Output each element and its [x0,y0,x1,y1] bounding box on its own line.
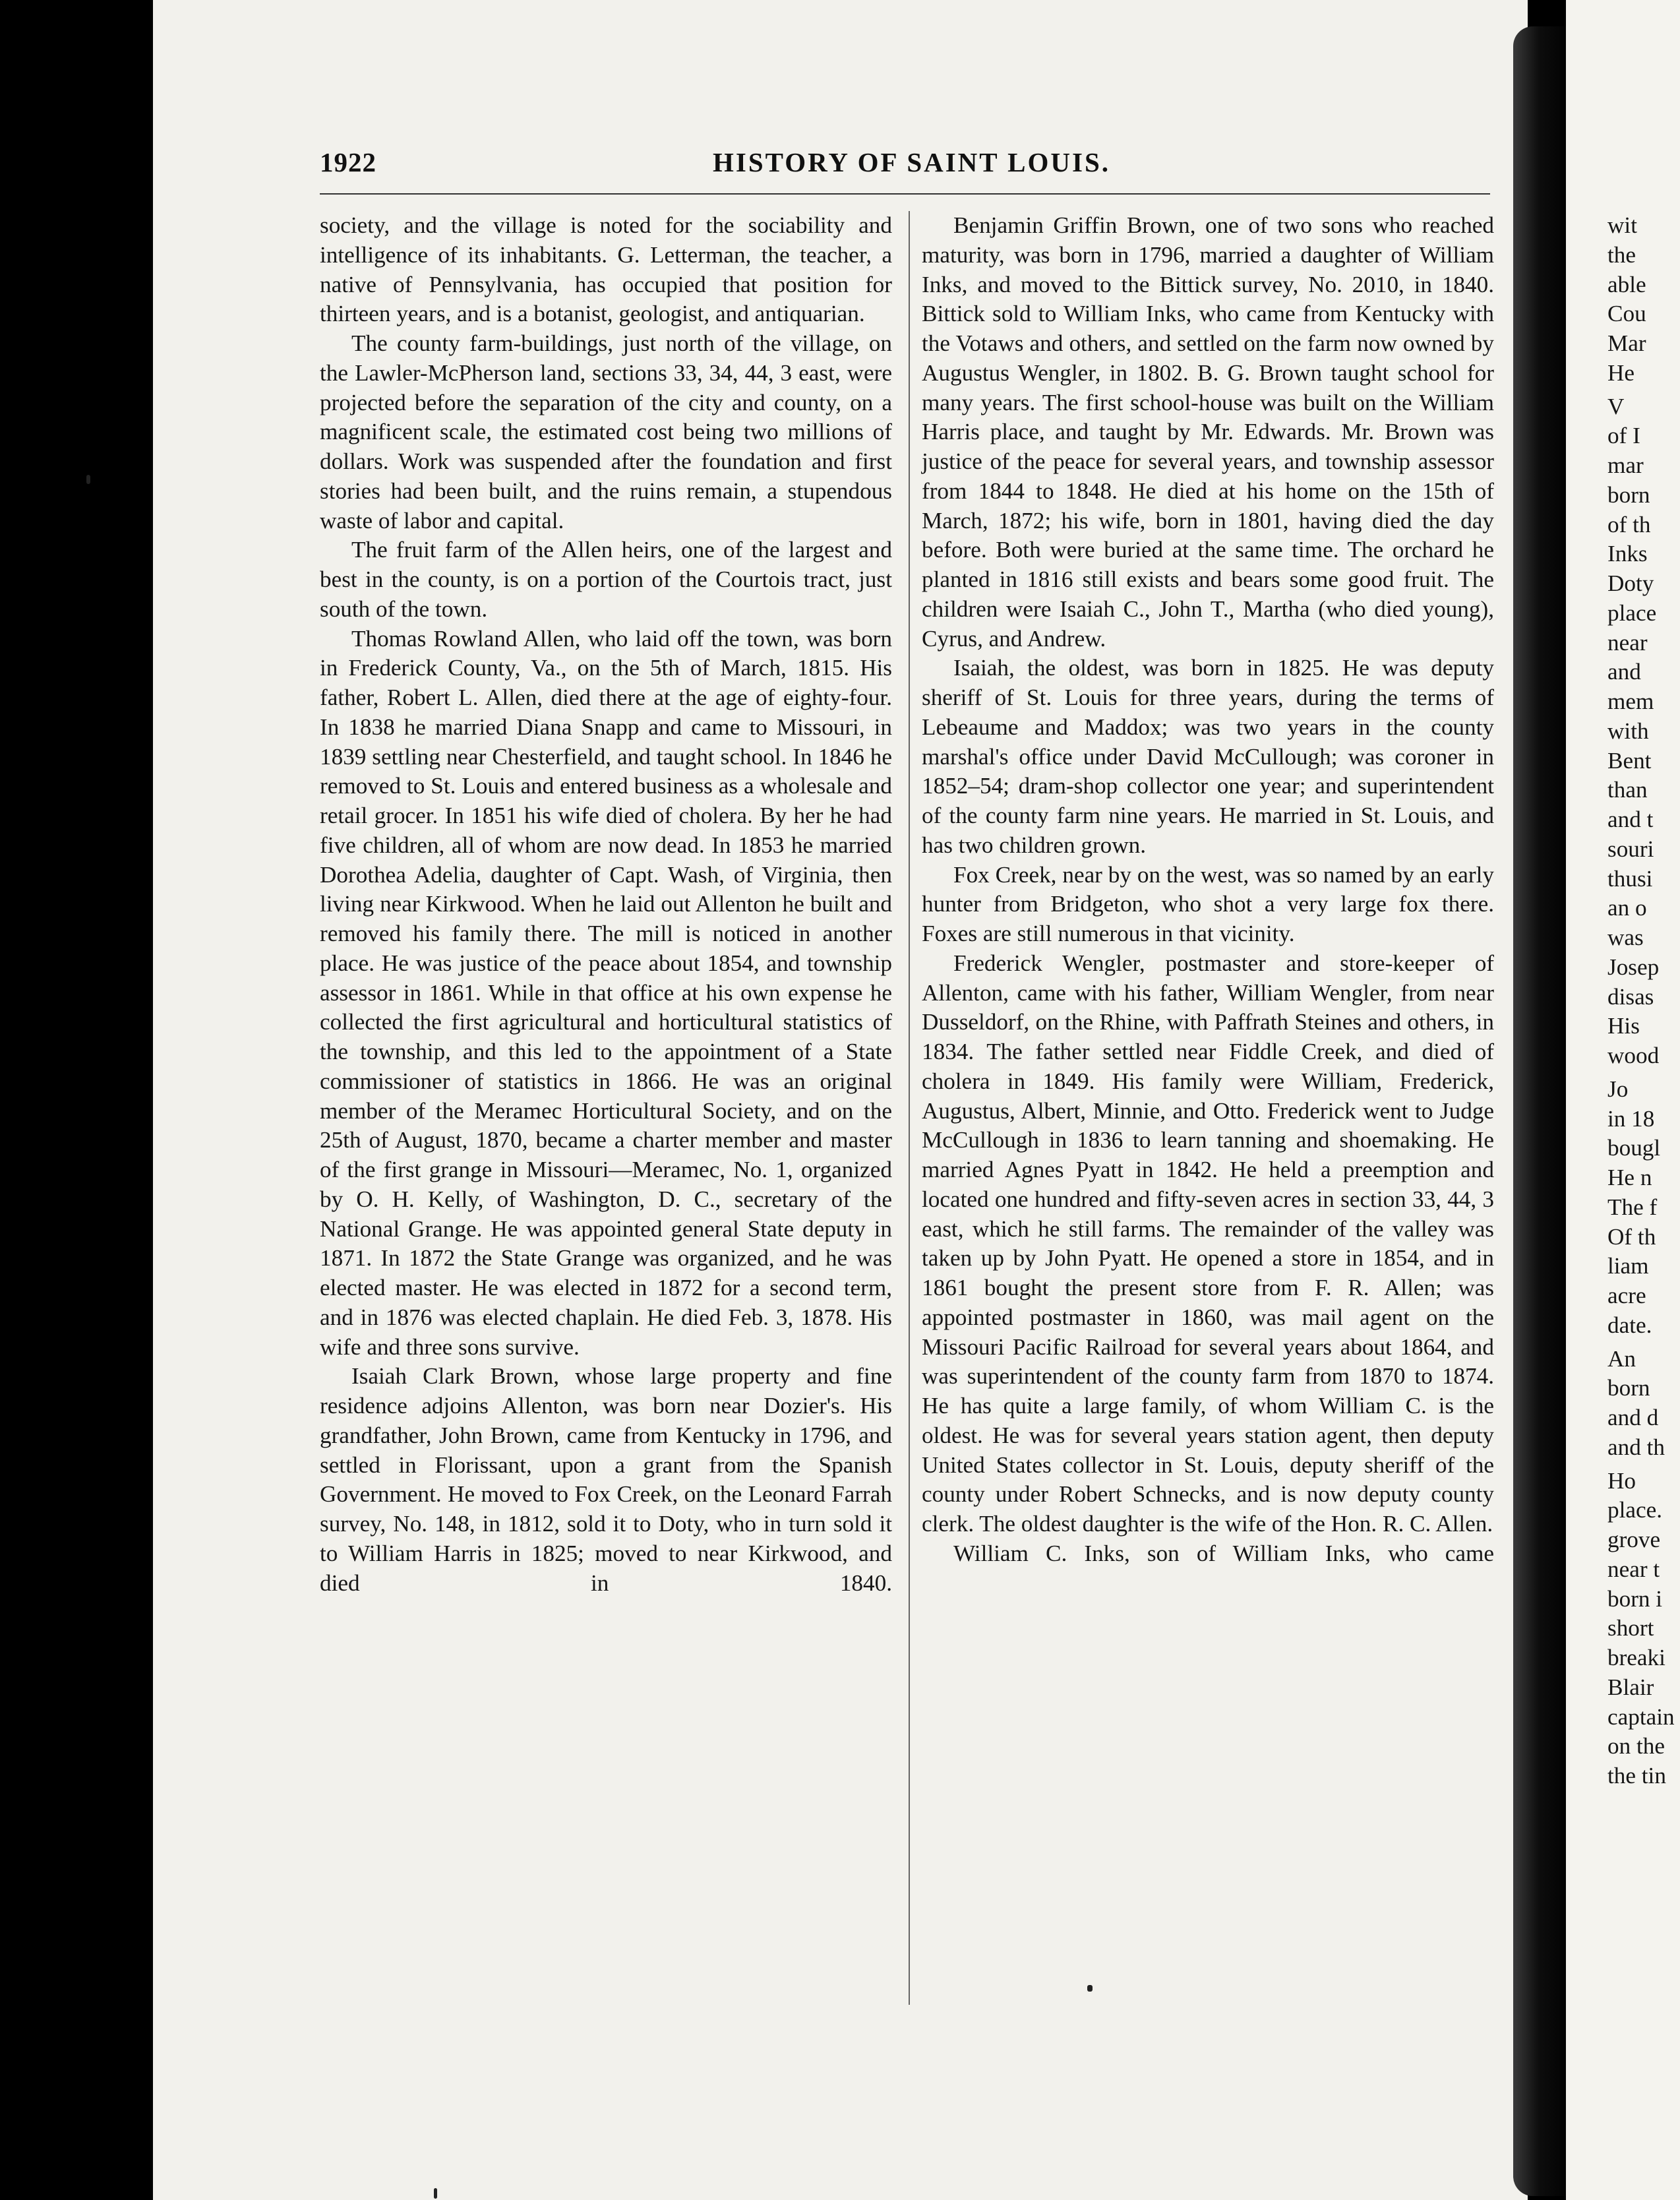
facing-page-fragment: The f [1607,1194,1658,1220]
facing-page-fragment: place. [1607,1497,1663,1523]
paragraph: Frederick Wengler, postmaster and store-keeper of Allenton, came with his father, William Wengler, from near Dusseldorf, on the Rhine, with Paffrath Steines and others, in 1834. The father settled near Fiddle Creek, and died of cholera in 1849. His family were William, Frederick, Augustus, Albert, Minnie, and Otto. Frederick went to Judge McCullough in 1836 to learn tanning and shoemaking. He married Agnes Pyatt in 1842. He held a preemption and located one hundred and fifty-seven acres in section 33, 44, 3 east, which he still farms. The remainder of the valley was taken up by John Pyatt. He opened a store in 1854, and in 1861 bought the present store from F. R. Allen; was appointed postmaster in 1860, was mail agent on the Missouri Pacific Railroad for several years about 1864, and was superintendent of the county farm from 1870 to 1874. He has quite a large family, of whom William C. is the oldest. He was for several years station agent, then deputy United States collector in St. Louis, deputy sheriff of the county under Robert Schnecks, and is now deputy county clerk. The oldest daughter is the wife of the Hon. R. C. Allen. [922,950,1494,1537]
facing-page-fragment: Of th [1607,1223,1656,1250]
left-column [320,211,892,1598]
paragraph: The county farm-buildings, just north of the village, on the Lawler-McPherson land, sections 33, 34, 44, 3 east, were projected before the separation of the city and county, on a magnificent scale, the estimated cost being two millions of dollars. Work was suspended after the foundation and first stories had been built, and the ruins remain, a stupendous waste of labor and capital. [320,330,892,534]
facing-page-fragment: Blair [1607,1674,1654,1700]
facing-page-fragment: and th [1607,1434,1665,1460]
facing-page-fragment: V [1607,393,1625,419]
paragraph: The fruit farm of the Allen heirs, one of the largest and best in the county, is on a portion of the Courtois tract, just south of the town. [320,537,892,622]
facing-page-fragment: breaki [1607,1645,1665,1670]
paragraph: Isaiah Clark Brown, whose large property and fine residence adjoins Allenton, was born near Dozier's. His grandfather, John Brown, came from Kentucky in 1796, and settled in Florissant, upon a grant from the Spanish Government. He moved to Fox Creek, on the Leonard Farrah survey, No. 148, in 1812, sold it to Doty, who in turn sold it to William Harris in 1825; moved to near Kirkwood, and died in 1840. [320,1363,892,1596]
paragraph: Isaiah, the oldest, was born in 1825. He was deputy sheriff of St. Louis for three years, during the terms of Lebeaume and Maddox; was two years in the county marshal's office under David McCullough; was coroner in 1852–54; dram-shop collector one year; and superintendent of the county farm nine years. He married in St. Louis, and has two children grown. [922,655,1494,858]
facing-page-fragment: mem [1607,688,1654,714]
paragraph: Thomas Rowland Allen, who laid off the town, was born in Frederick County, Va., on the 5th of March, 1815. His father, Robert L. Allen, died there at the age of eighty-four. In 1838 he married Diana Snapp and came to Missouri, in 1839 settling near Chesterfield, and taught school. In 1846 he removed to St. Louis and entered business as a wholesale and retail grocer. In 1851 his wife died of cholera. By her he had five children, all of whom are now dead. In 1853 he married Dorothea Adelia, daughter of Capt. Wash, of Virginia, then living near Kirkwood. When he laid out Allenton he built and removed his family there. The mill is noticed in another place. He was justice of the peace about 1854, and township assessor in 1861. While in that office at his own expense he collected the first agricultural and horticultural statistics of the township, and this led to the appointment of a State commissioner of statistics in 1866. He was an original member of the Meramec Horticultural Society, and on the 25th of August, 1870, became a charter member and master of the first grange in Missouri—Meramec, No. 1, organized by O. H. Kelly, of Washington, D. C., secretary of the National Grange. He was appointed general State deputy in 1871. In 1872 the State Grange was organized, and he was elected master. He was elected in 1872 for a second term, and in 1876 was elected chaplain. He died Feb. 3, 1878. His wife and three sons survive. [320,625,892,1360]
facing-page-fragment: Inks [1607,541,1648,567]
facing-page-fragment: Cou [1607,301,1646,327]
facing-page-fragment: mar [1607,452,1644,478]
facing-page-fragment: and [1607,659,1641,685]
facing-page-fragment: born i [1607,1585,1663,1612]
paragraph: William C. Inks, son of William Inks, who came [953,1540,1494,1566]
facing-page-fragment: captain [1607,1703,1675,1730]
running-title: HISTORY OF SAINT LOUIS. [713,147,1111,177]
facing-page-fragment: the [1607,241,1636,268]
header-rule [320,193,1490,195]
facing-page-fragment: able [1607,271,1646,297]
running-header [320,146,1490,186]
facing-page-fragment: Doty [1607,570,1654,596]
facing-page-fragment: Ho [1607,1467,1636,1494]
facing-page-fragment: thusi [1607,865,1653,892]
facing-page-text-fragments [1607,211,1680,1791]
facing-page-fragment: near t [1607,1556,1660,1582]
paragraph: society, and the village is noted for the sociability and intelligence of its inhabitants. G. Letterman, the teacher, a native of Pennsylvania, has occupied that position for thirteen years, and is a botanist, geologist, and antiquarian. [320,212,892,327]
facing-page-fragment: bougl [1607,1135,1661,1161]
facing-page-fragment: of I [1607,423,1640,449]
column-divider [909,211,910,2005]
facing-page-fragment: with [1607,718,1649,744]
facing-page-fragment: born [1607,1375,1650,1401]
facing-page-fragment: wood [1607,1043,1660,1068]
facing-page-fragment: An [1607,1345,1636,1372]
facing-page-fragment: Mar [1607,330,1646,356]
scan-speck [1087,1985,1093,1992]
facing-page-fragment: Jo [1607,1076,1629,1102]
facing-page-fragment: born [1607,481,1650,508]
facing-page-fragment: He n [1607,1165,1652,1190]
facing-page-fragment: place [1607,599,1657,626]
page-number: 1922 [320,147,376,177]
facing-page-fragment: and t [1607,807,1654,832]
facing-page-fragment: Josep [1607,954,1660,980]
scan-speck [86,475,90,484]
paragraph: Benjamin Griffin Brown, one of two sons who reached maturity, was born in 1796, married a daughter of William Inks, and moved to the Bittick survey, No. 2010, in 1840. Bittick sold to William Inks, who came from Kentucky with the Votaws and others, and settled on the farm now owned by Augustus Wengler, in 1802. B. G. Brown taught school for many years. The first school-house was built on the William Harris place, and taught by Mr. Edwards. Mr. Brown was justice of the peace for several years, and township assessor from 1844 to 1848. He died at his home on the 15th of March, 1872; his wife, born in 1801, having died the day before. Both were buried at the same time. The orchard he planted in 1816 still exists and bears some good fruit. The children were Isaiah C., John T., Martha (who died young), Cyrus, and Andrew. [922,212,1494,652]
facing-page-fragment: acre [1607,1283,1646,1308]
facing-page-fragment: than [1607,777,1648,803]
facing-page-fragment: short [1607,1615,1654,1641]
facing-page-fragment: disas [1607,983,1654,1010]
facing-page-fragment: the tin [1607,1763,1666,1788]
facing-page-fragment: grove [1607,1527,1661,1552]
facing-page-fragment: liam [1607,1253,1649,1279]
facing-page-fragment: near [1607,629,1648,656]
facing-page-fragment: date. [1607,1312,1652,1338]
facing-page-fragment: and d [1607,1405,1659,1430]
facing-page-fragment: souri [1607,836,1654,862]
facing-page-fragment: on the [1607,1733,1665,1759]
right-column [922,211,1494,1569]
facing-page-fragment: He [1607,359,1635,386]
facing-page-fragment: an o [1607,895,1647,921]
facing-page-fragment: His [1607,1013,1640,1039]
scan-speck [434,2188,437,2199]
facing-page-fragment: was [1607,925,1644,950]
paragraph: Fox Creek, near by on the west, was so named by an early hunter from Bridgeton, who shot a very large fox there. Foxes are still numerous in that vicinity. [922,861,1494,946]
facing-page-fragment: of th [1607,511,1651,537]
facing-page-fragment: Bent [1607,747,1652,774]
facing-page-fragment: in 18 [1607,1105,1655,1132]
facing-page-fragment: wit [1607,212,1637,238]
